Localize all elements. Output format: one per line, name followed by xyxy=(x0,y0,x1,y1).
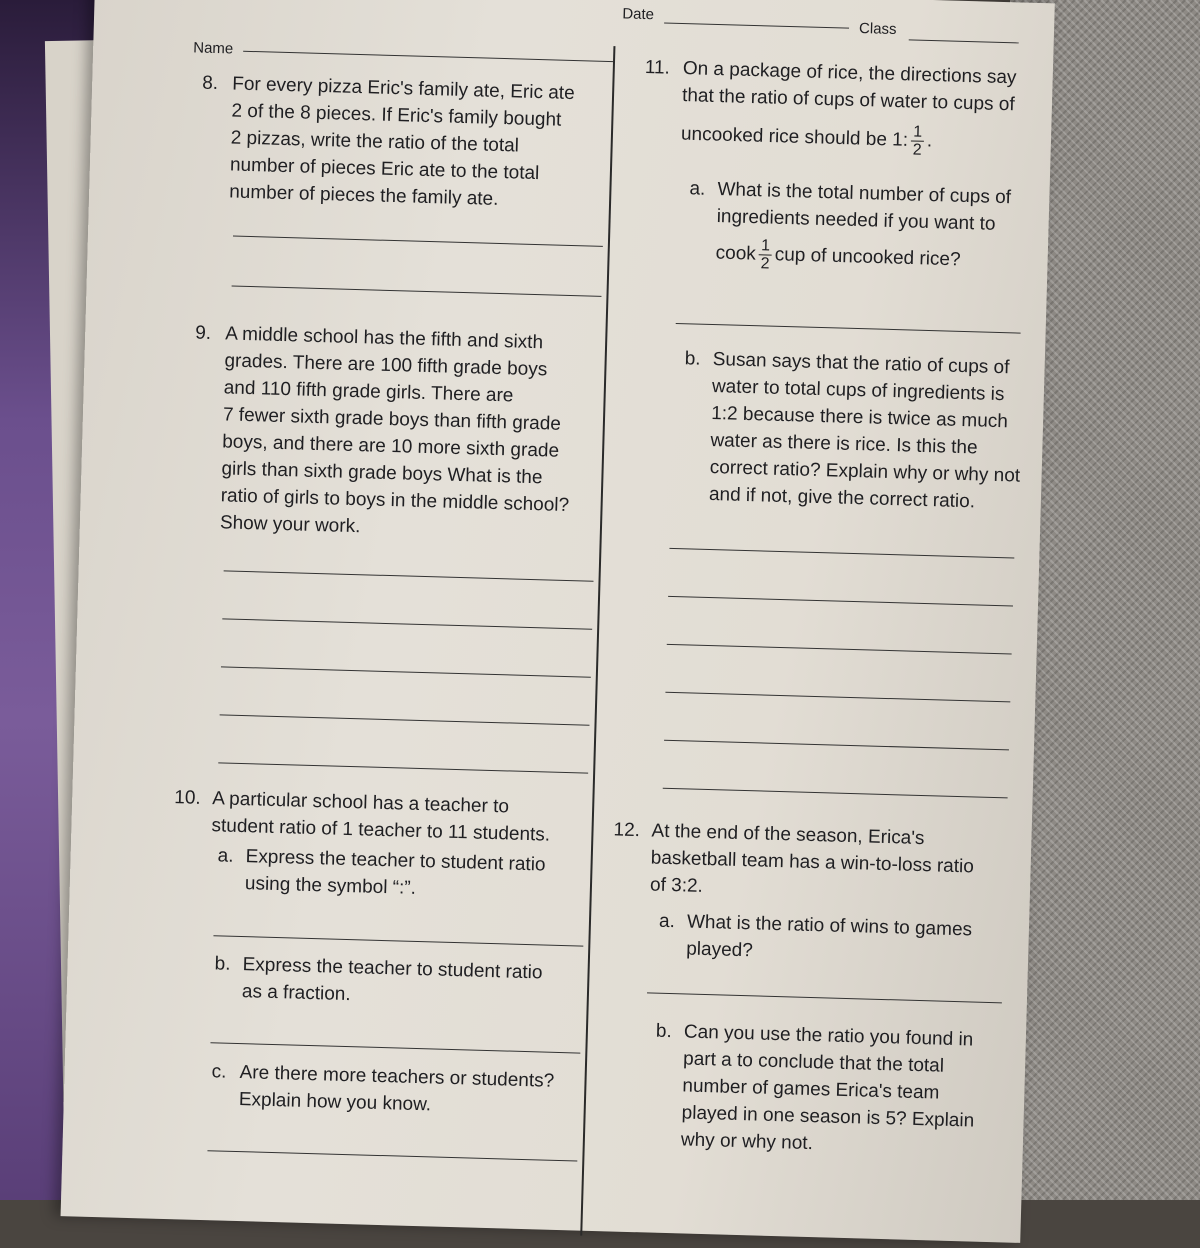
q9-answer-line[interactable] xyxy=(221,666,591,677)
q11b-line: 1:2 because there is twice as much xyxy=(710,402,1009,433)
q10a-line: using the symbol “:”. xyxy=(244,873,417,899)
q9-answer-line[interactable] xyxy=(222,618,592,629)
q10b-line: as a fraction. xyxy=(241,981,351,1006)
q11-ratio-prefix: uncooked rice should be 1: xyxy=(680,123,909,151)
q9-line: 7 fewer sixth grade boys than fifth grade xyxy=(222,404,562,435)
q10a-line: Express the teacher to student ratio xyxy=(245,846,546,876)
q11-ratio-suffix: . xyxy=(926,130,933,152)
q10c-letter: c. xyxy=(211,1061,227,1083)
question-12 xyxy=(613,817,1012,908)
q9-answer-line[interactable] xyxy=(224,570,594,581)
q11b-answer-line[interactable] xyxy=(665,692,1010,703)
q8-line: For every pizza Eric's family ate, Eric ate xyxy=(231,73,575,105)
q12-line: basketball team has a win-to-loss ratio xyxy=(650,847,975,878)
q12-line: of 3:2. xyxy=(649,874,704,897)
q11a-cook-prefix: cook xyxy=(715,242,757,265)
q11a-letter: a. xyxy=(689,178,706,200)
q11-fraction xyxy=(911,123,925,158)
q11a-line: ingredients needed if you want to xyxy=(716,206,996,235)
q10c-line: Explain how you know. xyxy=(238,1089,432,1116)
q11-line: that the ratio of cups of water to cups of xyxy=(681,85,1015,116)
q10c-answer-line[interactable] xyxy=(207,1150,577,1161)
q9-line: boys, and there are 10 more sixth grade xyxy=(221,431,560,462)
q11b-line: water as there is rice. Is this the xyxy=(710,429,978,459)
question-11-number: 11. xyxy=(644,56,671,79)
q12a-letter: a. xyxy=(658,910,676,933)
q12b-line: number of games Erica's team xyxy=(682,1075,940,1104)
q10b-line: Express the teacher to student ratio xyxy=(242,954,543,984)
question-10a xyxy=(217,843,586,906)
class-line[interactable] xyxy=(909,39,1019,43)
q8-line: 2 pizzas, write the ratio of the total xyxy=(230,127,520,157)
q11a-answer-line[interactable] xyxy=(676,323,1021,334)
q11-frac-num: 1 xyxy=(911,123,924,141)
q10b-letter: b. xyxy=(214,953,231,975)
date-line[interactable] xyxy=(664,23,849,29)
q9-line: Show your work. xyxy=(219,512,361,538)
date-label: Date xyxy=(622,5,655,24)
q12a-line: played? xyxy=(685,938,754,962)
q12b-line: played in one season is 5? Explain xyxy=(681,1102,975,1132)
q9-answer-line[interactable] xyxy=(218,762,588,773)
q10b-answer-line[interactable] xyxy=(210,1042,580,1053)
question-9 xyxy=(194,320,606,547)
q10c-line: Are there more teachers or students? xyxy=(239,1062,555,1092)
q12b-line: part a to conclude that the total xyxy=(682,1048,945,1077)
q11-frac-den: 2 xyxy=(912,141,922,159)
worksheet-page xyxy=(61,0,1055,1243)
q11a-fraction xyxy=(758,237,772,272)
q9-answer-line[interactable] xyxy=(220,714,590,725)
q11a-frac-num: 1 xyxy=(759,237,772,255)
q8-answer-line[interactable] xyxy=(232,286,602,297)
q11a-line: What is the total number of cups of xyxy=(717,179,1012,209)
q11b-answer-line[interactable] xyxy=(667,644,1012,655)
q12b-letter: b. xyxy=(655,1020,673,1043)
question-10b xyxy=(214,951,583,1014)
q11b-line: and if not, give the correct ratio. xyxy=(708,483,976,513)
q9-line: A middle school has the fifth and sixth xyxy=(224,323,544,354)
q9-line: ratio of girls to boys in the middle school? xyxy=(220,485,570,517)
question-8 xyxy=(201,70,608,215)
q12a-answer-line[interactable] xyxy=(647,992,1002,1003)
name-line[interactable] xyxy=(243,51,613,62)
q11-ratio-line xyxy=(681,117,1052,162)
question-11b xyxy=(684,346,1033,517)
question-12a xyxy=(658,908,1007,971)
q11a-cook-line xyxy=(715,236,1036,280)
question-12-number: 12. xyxy=(613,819,641,842)
q10-line: A particular school has a teacher to xyxy=(211,788,510,818)
q8-line: 2 of the 8 pieces. If Eric's family bought xyxy=(231,100,562,131)
q10a-letter: a. xyxy=(217,845,234,867)
question-9-number: 9. xyxy=(194,322,212,344)
question-11 xyxy=(644,55,1054,162)
q9-line: girls than sixth grade boys What is the xyxy=(221,458,543,489)
q10a-answer-line[interactable] xyxy=(213,935,583,946)
q8-line: number of pieces the family ate. xyxy=(228,181,499,210)
name-label: Name xyxy=(192,39,234,58)
q11b-line: water to total cups of ingredients is xyxy=(711,375,1005,406)
q12a-line: What is the ratio of wins to games xyxy=(686,911,973,941)
q9-line: grades. There are 100 fifth grade boys xyxy=(224,350,548,381)
q11b-line: Susan says that the ratio of cups of xyxy=(712,348,1010,379)
question-8-number: 8. xyxy=(201,72,219,95)
q11a-cook-suffix: cup of uncooked rice? xyxy=(774,244,961,271)
q11b-letter: b. xyxy=(684,348,701,370)
class-label: Class xyxy=(858,19,897,38)
q11b-answer-line[interactable] xyxy=(664,740,1009,751)
question-10c xyxy=(211,1059,580,1122)
q11a-frac-den: 2 xyxy=(760,255,770,273)
q12b-line: why or why not. xyxy=(680,1129,814,1155)
q11b-line: correct ratio? Explain why or why not xyxy=(709,456,1021,487)
q9-line: and 110 fifth grade girls. There are xyxy=(223,377,514,407)
column-divider xyxy=(580,46,615,1236)
q8-line: number of pieces Eric ate to the total xyxy=(229,154,540,185)
q10-line: student ratio of 1 teacher to 11 students. xyxy=(211,815,551,846)
q11b-answer-line[interactable] xyxy=(669,548,1014,559)
q11b-answer-line[interactable] xyxy=(668,596,1013,607)
q8-answer-line[interactable] xyxy=(233,236,603,247)
q12-line: At the end of the season, Erica's xyxy=(651,820,925,850)
q11b-answer-line[interactable] xyxy=(663,788,1008,799)
question-11a xyxy=(689,176,1038,280)
question-10 xyxy=(174,785,592,850)
q12b-line: Can you use the ratio you found in xyxy=(683,1021,974,1051)
question-12b xyxy=(655,1018,1005,1162)
q11-line: On a package of rice, the directions say xyxy=(682,58,1017,89)
question-10-number: 10. xyxy=(174,787,201,809)
